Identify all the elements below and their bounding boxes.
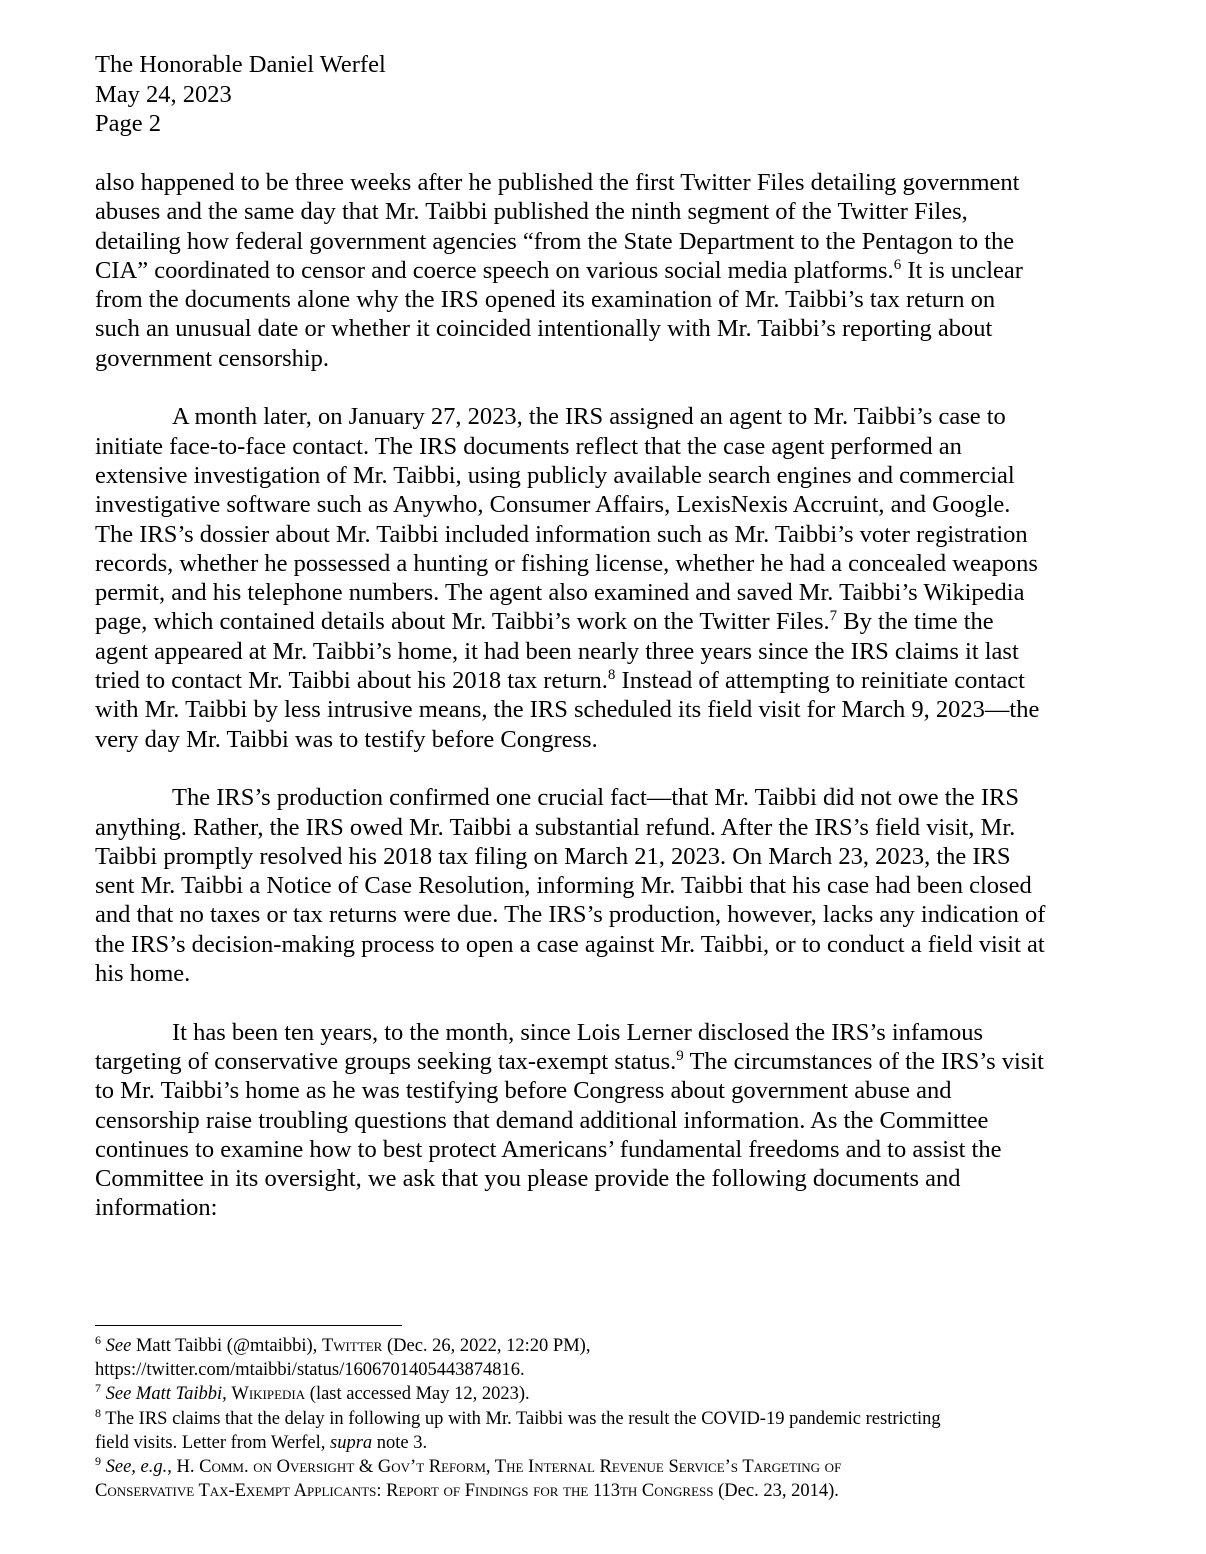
body-line: information: bbox=[95, 1194, 218, 1222]
body-line: abuses and the same day that Mr. Taibbi published the ninth segment of the Twitter Files, bbox=[95, 198, 968, 226]
body-line: The IRS’s production confirmed one crucial fact—that Mr. Taibbi did not owe the IRS bbox=[172, 784, 1019, 812]
body-line: The IRS’s dossier about Mr. Taibbi included information such as Mr. Taibbi’s voter registration bbox=[95, 520, 1028, 548]
body-line: to Mr. Taibbi’s home as he was testifying before Congress about government abuse and bbox=[95, 1077, 952, 1105]
footnotes bbox=[95, 1334, 1105, 1503]
footnote-8: $^8$ The IRS claims that the delay in following up with Mr. Taibbi was the result the COVID-19 pandemic restricting field visits. Letter from Werfel, supra note 3. bbox=[95, 1405, 941, 1453]
body-line: CIA” coordinated to censor and coerce speech on various social media platforms.$^6$ It is unclear bbox=[95, 256, 1023, 284]
body-line: It has been ten years, to the month, since Lois Lerner disclosed the IRS’s infamous bbox=[172, 1018, 984, 1046]
body-line: agent appeared at Mr. Taibbi’s home, it had been nearly three years since the IRS claims it last bbox=[95, 637, 1019, 665]
body-line: anything. Rather, the IRS owed Mr. Taibbi a substantial refund. After the IRS’s field visit, Mr. bbox=[95, 813, 1016, 841]
body-line: government censorship. bbox=[95, 344, 330, 372]
footnote-ref-9[interactable]: 9 bbox=[676, 1047, 684, 1064]
paragraph-2 bbox=[95, 402, 1099, 754]
body-line: investigative software such as Anywho, Consumer Affairs, LexisNexis Accruint, and Google. bbox=[95, 491, 1011, 519]
paragraph-1 bbox=[95, 168, 1099, 373]
body-line: extensive investigation of Mr. Taibbi, using publicly available search engines and commercial bbox=[95, 461, 1015, 489]
page-number: Page 2 bbox=[95, 110, 161, 137]
body-line: page, which contained details about Mr. Taibbi’s work on the Twitter Files.$^7$ By the time the bbox=[95, 608, 994, 636]
footnote-number: 6 bbox=[95, 1332, 101, 1347]
footnote-number: 8 bbox=[95, 1405, 101, 1420]
footnote-ref-6[interactable]: 6 bbox=[893, 256, 902, 273]
footnote-ref-8[interactable]: 8 bbox=[607, 666, 616, 683]
body-line: from the documents alone why the IRS opened its examination of Mr. Taibbi’s tax return on bbox=[95, 286, 996, 314]
body-line: initiate face-to-face contact. The IRS documents reflect that the case agent performed an bbox=[95, 432, 962, 460]
body-line: and that no taxes or tax returns were due. The IRS’s production, however, lacks any indication of bbox=[95, 901, 1046, 929]
paragraph-3 bbox=[95, 783, 1099, 988]
body-line: detailing how federal government agencies “from the State Department to the Pentagon to the bbox=[95, 227, 1015, 255]
body-line: sent Mr. Taibbi a Notice of Case Resolution, informing Mr. Taibbi that his case had been closed bbox=[95, 872, 1032, 900]
body-line: very day Mr. Taibbi was to testify before Congress. bbox=[95, 725, 598, 753]
footnote-url[interactable]: https://twitter.com/mtaibbi/status/1606701405443874816. bbox=[95, 1360, 525, 1381]
footnote-6: $^6$ See Matt Taibbi (@mtaibbi), Twitter (Dec. 26, 2022, 12:20 PM), https://twitter.com/mtaibbi/status/1606701405443874816. bbox=[95, 1334, 1105, 1382]
letter-header bbox=[95, 50, 386, 139]
footnote-separator bbox=[95, 1325, 402, 1326]
body-line: Committee in its oversight, we ask that you please provide the following documents and bbox=[95, 1165, 961, 1193]
body-line: Taibbi promptly resolved his 2018 tax filing on March 21, 2023. On March 23, 2023, the IRS bbox=[95, 842, 1011, 870]
footnote-9: $^9$ See, e.g., H. Comm. on Oversight & Gov’t Reform, The Internal Revenue Service’s Targeting of Conservative Tax-Exempt Applicants: Report of Findings for the 113th Congress (Dec. 23, 2014). bbox=[95, 1453, 842, 1502]
footnote-7: $^7$ See Matt Taibbi, Wikipedia (last accessed May 12, 2023). bbox=[95, 1381, 530, 1405]
date-line: May 24, 2023 bbox=[95, 80, 232, 108]
body-line: his home. bbox=[95, 960, 191, 988]
body-line: tried to contact Mr. Taibbi about his 2018 tax return.$^8$ Instead of attempting to reinitiate contact bbox=[95, 666, 1025, 695]
footnote-number: 9 bbox=[95, 1453, 101, 1468]
body-line: permit, and his telephone numbers. The agent also examined and saved Mr. Taibbi’s Wikipedia bbox=[95, 579, 1025, 607]
recipient-line: The Honorable Daniel Werfel bbox=[95, 51, 386, 78]
body-line: such an unusual date or whether it coincided intentionally with Mr. Taibbi’s reporting about bbox=[95, 315, 993, 343]
body-line: continues to examine how to best protect Americans’ fundamental freedoms and to assist the bbox=[95, 1135, 1002, 1163]
footnote-ref-7[interactable]: 7 bbox=[829, 608, 838, 625]
body-line: targeting of conservative groups seeking tax-exempt status.$^9$ The circumstances of the IRS’s visit bbox=[95, 1047, 1044, 1075]
body-line: censorship raise troubling questions that demand additional information. As the Committee bbox=[95, 1106, 989, 1134]
body-line: also happened to be three weeks after he published the first Twitter Files detailing government bbox=[95, 169, 1020, 196]
letter-body bbox=[95, 168, 1099, 1252]
body-line: the IRS’s decision-making process to open a case against Mr. Taibbi, or to conduct a field visit at bbox=[95, 930, 1045, 958]
footnote-number: 7 bbox=[95, 1381, 101, 1396]
body-line: A month later, on January 27, 2023, the IRS assigned an agent to Mr. Taibbi’s case to bbox=[172, 403, 1006, 431]
body-line: with Mr. Taibbi by less intrusive means, the IRS scheduled its field visit for March 9, 2023—the bbox=[95, 696, 1040, 724]
body-line: records, whether he possessed a hunting or fishing license, whether he had a concealed weapons bbox=[95, 549, 1038, 577]
paragraph-4 bbox=[95, 1018, 1099, 1223]
